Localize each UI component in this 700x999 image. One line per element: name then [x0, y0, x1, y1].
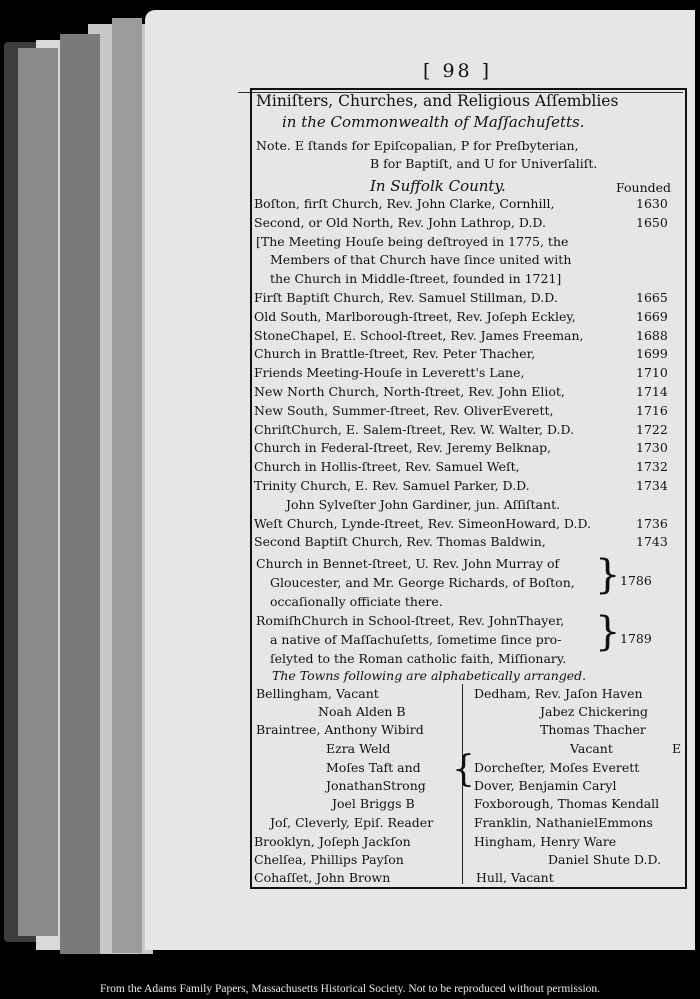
- page-stack-edge: [60, 34, 100, 954]
- right-column-line: Franklin, NathanielEmmons: [474, 815, 653, 830]
- founded-year: 1730: [636, 440, 668, 456]
- church-entry: Firſt Baptiſt Church, Rev. Samuel Stillman, D.D.: [254, 290, 558, 305]
- founded-year: 1688: [636, 327, 668, 343]
- right-column-line: Dedham, Rev. Jaſon Haven: [474, 686, 643, 701]
- church-entry: John Sylveſter John Gardiner, jun. Aſſiſtant.: [286, 496, 561, 512]
- title-line-1: Miniſters, Churches, and Religious Aſſemblies: [256, 92, 619, 110]
- church-entry: the Church in Middle-ſtreet, founded in 1721]: [270, 271, 562, 287]
- church-entry: Trinity Church, E. Rev. Samuel Parker, D.D.: [254, 478, 530, 493]
- right-column-marker: E: [672, 741, 682, 756]
- right-column-line: Thomas Thacher: [540, 722, 646, 737]
- church-entry: Boſton, firſt Church, Rev. John Clarke, Cornhill,: [254, 196, 555, 211]
- right-column-line: Hull, Vacant: [476, 870, 554, 885]
- founded-year: 1722: [636, 421, 668, 437]
- founded-column-header: Founded: [616, 180, 672, 195]
- left-column-line: Ezra Weld: [326, 741, 391, 756]
- braced-entry-2-line: RomiſhChurch in School-ſtreet, Rev. JohnThayer,: [256, 613, 565, 628]
- braced-entry-1-year: 1786: [620, 573, 652, 588]
- left-column-line: Joel Briggs B: [332, 796, 415, 811]
- right-column-line: Daniel Shute D.D.: [548, 852, 662, 867]
- title-line-2: in the Commonwealth of Maſſachuſetts.: [282, 113, 585, 131]
- founded-year: 1710: [636, 365, 668, 381]
- braced-entry-2-year: 1789: [620, 631, 652, 646]
- footer-credit: From the Adams Family Papers, Massachusetts Historical Society. Not to be reproduced without permission.: [99, 983, 601, 995]
- braced-entry-1-line: Gloucester, and Mr. George Richards, of Boſton,: [270, 575, 575, 590]
- county-heading: In Suffolk County.: [370, 177, 506, 195]
- note-line-2: B for Baptiſt, and U for Univerſaliſt.: [370, 156, 598, 171]
- church-entry: New North Church, North-ſtreet, Rev. John Eliot,: [254, 384, 565, 399]
- church-entry: Friends Meeting-Houſe in Leverett's Lane,: [254, 365, 525, 381]
- brace-symbol: {: [452, 749, 475, 790]
- church-entry: Second Baptiſt Church, Rev. Thomas Baldwin,: [254, 534, 546, 550]
- left-column-line: Braintree, Anthony Wibird: [256, 722, 424, 737]
- right-column-line: Vacant: [570, 741, 613, 756]
- right-column-line: Foxborough, Thomas Kendall: [474, 796, 660, 811]
- note-line-1: Note. E ſtands for Epiſcopalian, P for Preſbyterian,: [256, 138, 579, 153]
- left-column-line: Bellingham, Vacant: [256, 686, 379, 701]
- church-entry: New South, Summer-ſtreet, Rev. OliverEverett,: [254, 402, 554, 418]
- braced-entry-2-line: ſelyted to the Roman catholic faith, Miſſionary.: [270, 651, 567, 666]
- church-entry: Weſt Church, Lynde-ſtreet, Rev. SimeonHoward, D.D.: [254, 515, 592, 531]
- church-entry: Church in Hollis-ſtreet, Rev. Samuel Weſt,: [254, 459, 520, 475]
- founded-year: 1736: [636, 515, 668, 531]
- right-column-line: Dover, Benjamin Caryl: [474, 778, 617, 793]
- left-column-line: Cohaſſet, John Brown: [254, 870, 391, 885]
- page-stack-edge: [18, 48, 58, 936]
- founded-year: 1714: [636, 384, 668, 399]
- founded-year: 1743: [636, 534, 668, 550]
- founded-year: 1650: [636, 214, 668, 230]
- left-column-line: JonathanStrong: [326, 778, 426, 793]
- church-entry: Church in Federal-ſtreet, Rev. Jeremy Belknap,: [254, 440, 552, 456]
- left-column-line: Joſ, Cleverly, Epiſ. Reader: [270, 815, 434, 830]
- braced-entry-1-line: Church in Bennet-ſtreet, U. Rev. John Murray of: [256, 556, 560, 571]
- founded-year: 1665: [636, 290, 668, 305]
- church-entry: [The Meeting Houſe being deſtroyed in 1775, the: [256, 233, 569, 249]
- brace-symbol: }: [595, 609, 621, 655]
- church-entry: Old South, Marlborough-ſtreet, Rev. Joſeph Eckley,: [254, 308, 576, 324]
- left-column-line: Noah Alden B: [318, 704, 406, 719]
- church-entry: Second, or Old North, Rev. John Lathrop, D.D.: [254, 214, 546, 230]
- left-column-line: Chelſea, Phillips Payſon: [254, 852, 404, 867]
- founded-year: 1732: [636, 459, 668, 475]
- right-column-line: Jabez Chickering: [540, 704, 649, 719]
- left-column-line: Brooklyn, Joſeph Jackſon: [254, 834, 411, 849]
- church-entry: Members of that Church have ſince united with: [270, 252, 572, 268]
- towns-heading: The Towns following are alphabetically arranged.: [272, 668, 587, 683]
- church-entry: ChriſtChurch, E. Salem-ſtreet, Rev. W. Walter, D.D.: [254, 421, 575, 437]
- right-column-line: Hingham, Henry Ware: [474, 834, 617, 849]
- left-column-line: Moſes Taft and: [326, 760, 421, 775]
- founded-year: 1734: [636, 478, 668, 493]
- founded-year: 1716: [636, 402, 668, 418]
- braced-entry-2-line: a native of Maſſachuſetts, ſometime ſince pro-: [270, 632, 562, 647]
- page-stack-edge: [112, 18, 142, 953]
- church-entry: StoneChapel, E. School-ſtreet, Rev. James Freeman,: [254, 327, 584, 343]
- brace-symbol: }: [595, 552, 621, 598]
- right-column-line: Dorcheſter, Moſes Everett: [474, 760, 640, 775]
- page-number: [ 98 ]: [423, 60, 493, 82]
- founded-year: 1699: [636, 346, 668, 362]
- braced-entry-1-line: occaſionally officiate there.: [270, 594, 443, 609]
- founded-year: 1669: [636, 308, 668, 324]
- church-entry: Church in Brattle-ſtreet, Rev. Peter Thacher,: [254, 346, 536, 362]
- founded-year: 1630: [636, 196, 668, 211]
